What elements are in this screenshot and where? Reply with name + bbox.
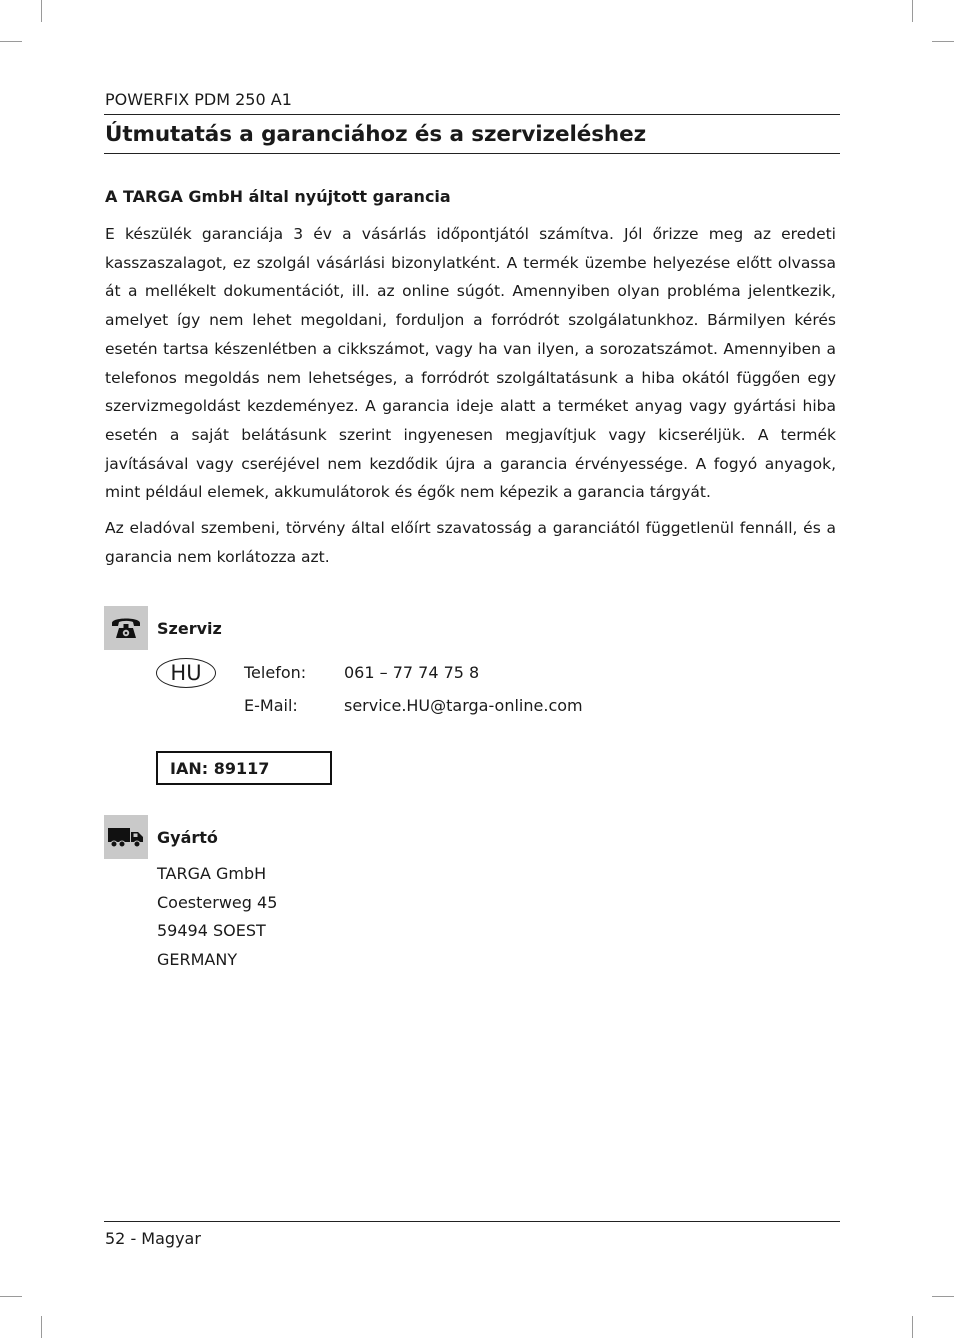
crop-mark <box>912 0 913 22</box>
warranty-paragraph: E készülék garanciája 3 év a vásárlás időpontjától számítva. Jól őrizze meg az eredeti kasszaszalagot, ez szolgál vásárlási bizonylatként. A termék üzembe helyezése előtt olvassa át a mellékelt dokumentációt, ill. az online súgót. Amennyiben olyan probléma jelentkezik, amelyet így nem lehet megoldani, forduljon a forródrót szolgálatunkhoz. Bármilyen kérés esetén tartsa készenlétben a cikkszámot, vagy ha van ilyen, a sorozatszámot. Amennyiben a telefonos megoldás nem lehetséges, a forródrót szolgáltatásunk a hiba okától függően egy szervizmegoldást kezdeményez. A garancia ideje alatt a terméket anyag vagy gyártási hiba esetén a saját belátásunk szerint ingyenesen megjavítjuk vagy kicseréljük. A termék javításával vagy cseréjével nem kezdődik újra a garancia érvényessége. A fogyó anyagok, mint például elemek, akkumulátorok és égők nem képezik a garancia tárgyát. <box>105 225 836 502</box>
warranty-paragraph: Az eladóval szembeni, törvény által előírt szavatosság a garanciától függetlenül fennáll, és a garancia nem korlátozza azt. <box>105 519 836 566</box>
phone-number: 061 – 77 74 75 8 <box>344 663 480 682</box>
crop-mark <box>932 1296 954 1297</box>
warranty-heading: A TARGA GmbH által nyújtott garancia <box>105 187 451 206</box>
manufacturer-address-line: Coesterweg 45 <box>157 893 278 912</box>
country-badge: HU <box>156 658 216 688</box>
email-address: service.HU@targa-online.com <box>344 696 583 715</box>
email-label: E-Mail: <box>244 696 298 715</box>
header-rule <box>104 114 840 115</box>
crop-mark <box>41 0 42 22</box>
ian-box: IAN: 89117 <box>156 751 332 785</box>
phone-label: Telefon: <box>244 663 307 682</box>
crop-mark <box>0 1296 22 1297</box>
title-rule <box>104 153 840 154</box>
crop-mark <box>912 1316 913 1338</box>
product-name: POWERFIX PDM 250 A1 <box>105 90 292 109</box>
manufacturer-address-line: GERMANY <box>157 950 238 969</box>
crop-mark <box>932 41 954 42</box>
truck-icon <box>104 815 148 859</box>
telephone-icon <box>104 606 148 650</box>
crop-mark <box>0 41 22 42</box>
manufacturer-address-line: TARGA GmbH <box>157 864 267 883</box>
footer-rule <box>104 1221 840 1222</box>
page-title: Útmutatás a garanciához és a szervizeléshez <box>105 122 646 147</box>
service-heading: Szerviz <box>157 619 222 638</box>
manufacturer-heading: Gyártó <box>157 828 218 847</box>
page-number: 52 - Magyar <box>105 1229 201 1248</box>
crop-mark <box>41 1316 42 1338</box>
manufacturer-address-line: 59494 SOEST <box>157 921 266 940</box>
